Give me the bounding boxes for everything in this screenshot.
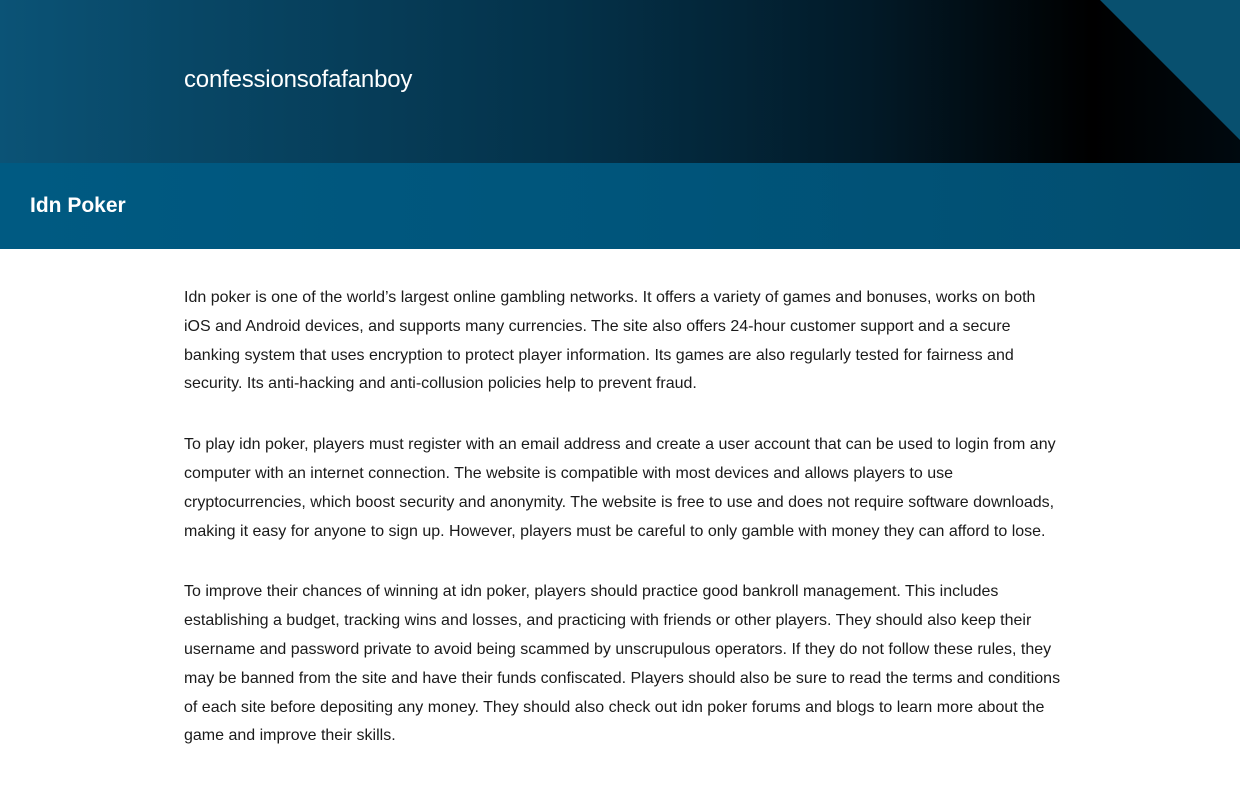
header-corner-decoration xyxy=(1100,0,1240,140)
article-paragraph: To play idn poker, players must register with an email address and create a user account that can be used to login from any computer with an internet connection. The website is compatible with most devices and allows players to use cryptocurrencies, which boost security and anonymity. The website is free to use and does not require software downloads, making it easy for anyone to sign up. However, players must be careful to only gamble with money they can afford to lose. xyxy=(184,436,1056,540)
article-paragraph: Idn poker is one of the world’s largest online gambling networks. It offers a variety of games and bonuses, works on both iOS and Android devices, and supports many currencies. The site also offers 24-hour customer support and a secure banking system that uses encryption to protect player information. Its games are also regularly tested for fairness and security. Its anti-hacking and anti-collusion policies help to prevent fraud. xyxy=(184,289,1036,393)
site-header xyxy=(0,0,1240,163)
page-title: Idn Poker xyxy=(30,194,126,217)
page-title-band xyxy=(0,163,1240,249)
article-paragraph: To improve their chances of winning at idn poker, players should practice good bankroll management. This includes establishing a budget, tracking wins and losses, and practicing with friends or other players. They should also keep their username and password private to avoid being scammed by unscrupulous operators. If they do not follow these rules, they may be banned from the site and have their funds confiscated. Players should also be sure to read the terms and conditions of each site before depositing any money. They should also check out idn poker forums and blogs to learn more about the game and improve their skills. xyxy=(184,583,1061,745)
article-content xyxy=(184,249,1064,751)
site-title-link[interactable]: confessionsofafanboy xyxy=(184,66,413,93)
